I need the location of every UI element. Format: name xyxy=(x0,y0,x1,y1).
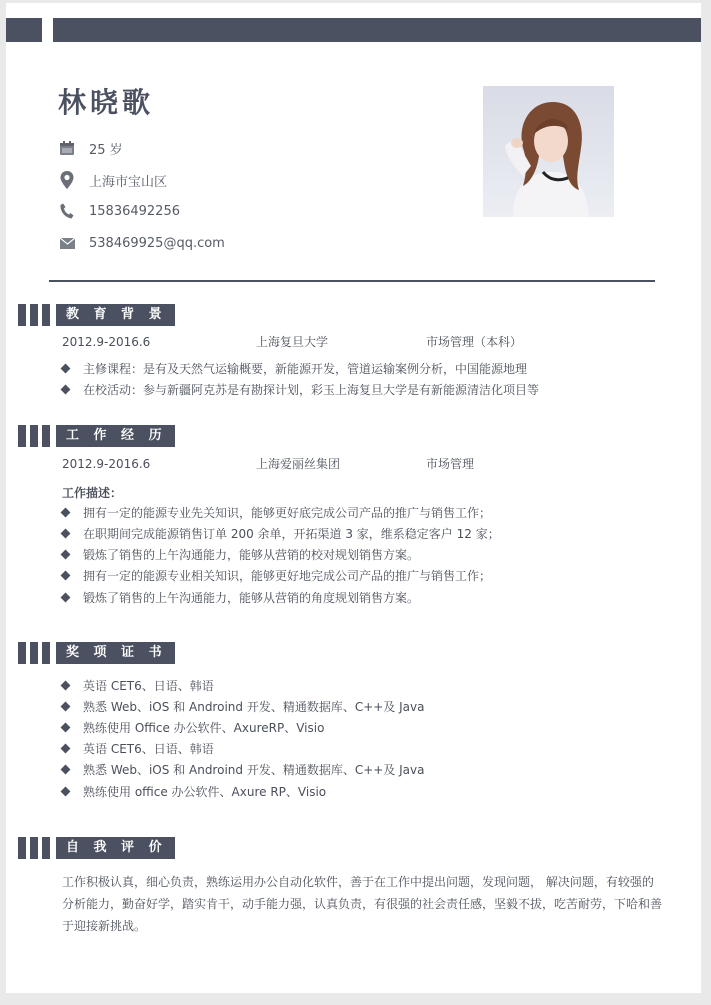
work-position: 市场管理 xyxy=(426,457,475,471)
list-item: 拥有一定的能源专业先关知识，能够更好底完成公司产品的推广与销售工作； xyxy=(62,505,491,521)
email-text: 538469925@qq.com xyxy=(89,235,225,251)
education-major: 市场管理（本科） xyxy=(426,335,523,349)
work-company: 上海爱丽丝集团 xyxy=(256,457,341,471)
education-title: 教 育 背 景 xyxy=(56,304,175,326)
list-item: 英语 CET6、日语、韩语 xyxy=(62,741,214,757)
list-item: 锻炼了销售的上午沟通能力，能够从营销的角度规划销售方案。 xyxy=(62,590,419,606)
work-title: 工 作 经 历 xyxy=(56,425,175,447)
self-eval-title: 自 我 评 价 xyxy=(56,837,175,859)
work-desc-label: 工作描述： xyxy=(62,486,123,500)
candidate-name: 林晓歌 xyxy=(58,86,155,119)
location-pin-icon xyxy=(58,171,76,189)
section-bars xyxy=(18,425,50,447)
list-item: 熟悉 Web、iOS 和 Androind 开发、精通数据库、C++及 Java xyxy=(62,762,424,778)
header-bar-right xyxy=(53,18,701,42)
header-divider xyxy=(49,280,655,282)
list-item: 熟练使用 Office 办公软件、AxureRP、Visio xyxy=(62,720,324,736)
phone-icon xyxy=(58,202,76,220)
age-row xyxy=(58,137,123,159)
self-eval-text: 工作积极认真，细心负责，熟练运用办公自动化软件，善于在工作中提出问题，发现问题， 解决问题，有较强的分析能力，勤奋好学，踏实肯干，动手能力强，认真负责，有很强的社会责任感，坚毅不拔，吃苦耐劳，下哈和善于迎接新挑战。 xyxy=(62,875,663,933)
calendar-icon xyxy=(58,139,76,157)
section-bars xyxy=(18,837,50,859)
education-header xyxy=(18,304,175,326)
list-item: 锻炼了销售的上午沟通能力，能够从营销的校对规划销售方案。 xyxy=(62,547,419,563)
awards-header xyxy=(18,642,175,664)
header-bar-left xyxy=(6,18,42,42)
section-bars xyxy=(18,642,50,664)
phone-text: 15836492256 xyxy=(89,203,180,219)
list-item: 英语 CET6、日语、韩语 xyxy=(62,678,214,694)
profile-photo xyxy=(483,86,614,217)
list-item: 主修课程：是有及天然气运输概要，新能源开发，管道运输案例分析，中国能源地理 xyxy=(62,361,527,377)
location-row xyxy=(58,169,167,191)
awards-title: 奖 项 证 书 xyxy=(56,642,175,664)
list-item: 在职期间完成能源销售订单 200 余单，开拓渠道 3 家，维系稳定客户 12 家； xyxy=(62,526,500,542)
section-bars xyxy=(18,304,50,326)
mail-icon xyxy=(58,234,76,252)
location-text: 上海市宝山区 xyxy=(89,174,168,190)
email-row xyxy=(58,232,225,254)
list-item: 熟练使用 office 办公软件、Axure RP、Visio xyxy=(62,784,326,800)
self-eval-header xyxy=(18,837,175,859)
list-item: 拥有一定的能源专业相关知识，能够更好地完成公司产品的推广与销售工作； xyxy=(62,568,491,584)
work-header xyxy=(18,425,175,447)
list-item: 熟悉 Web、iOS 和 Androind 开发、精通数据库、C++及 Java xyxy=(62,699,424,715)
resume-page xyxy=(6,3,701,993)
education-date: 2012.9-2016.6 xyxy=(62,335,151,349)
age-text: 25 岁 xyxy=(89,142,123,158)
list-item: 在校活动：参与新疆阿克苏是有勘探计划，彩玉上海复旦大学是有新能源清洁化项目等 xyxy=(62,382,539,398)
education-school: 上海复旦大学 xyxy=(256,335,329,349)
phone-row xyxy=(58,200,180,222)
work-date: 2012.9-2016.6 xyxy=(62,457,151,471)
